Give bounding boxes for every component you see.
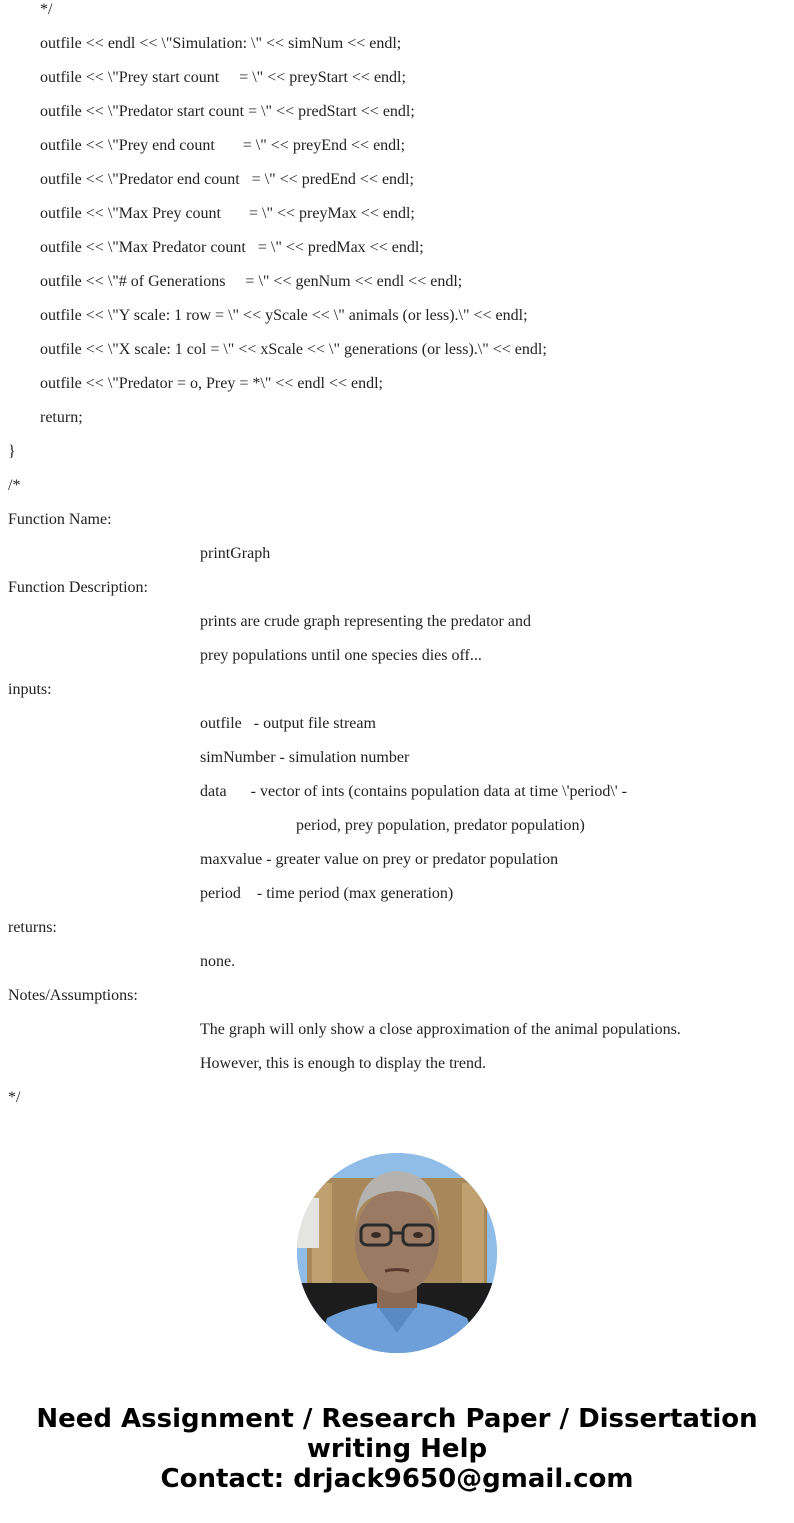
code-line: Function Description: (8, 579, 148, 596)
code-line: period, prey population, predator population) (296, 817, 585, 834)
banner-contact-email[interactable]: Contact: drjack9650@gmail.com (160, 1464, 634, 1494)
banner-line-2: writing Help (306, 1434, 488, 1464)
code-line: maxvalue - greater value on prey or predator population (200, 851, 559, 868)
code-line: outfile << \"Max Prey count = \" << preyMax << endl; (40, 205, 415, 222)
code-line: The graph will only show a close approximation of the animal populations. (200, 1021, 681, 1038)
code-line: period - time period (max generation) (200, 885, 454, 902)
code-line: */ (8, 1089, 21, 1106)
code-line: outfile << \"Y scale: 1 row = \" << yScale << \" animals (or less).\" << endl; (40, 307, 528, 324)
code-line: returns: (8, 919, 57, 936)
code-line: outfile - output file stream (200, 715, 376, 732)
code-line: outfile << \"Predator = o, Prey = *\" << endl << endl; (40, 375, 383, 392)
code-line: outfile << \"Predator end count = \" << predEnd << endl; (40, 171, 414, 188)
code-line: data - vector of ints (contains population data at time \'period\' - (200, 783, 627, 800)
code-line: Function Name: (8, 511, 112, 528)
portrait-icon (297, 1153, 497, 1353)
banner-line-1: Need Assignment / Research Paper / Dissertation (36, 1404, 758, 1434)
code-line: none. (200, 953, 236, 970)
code-line: } (8, 443, 16, 460)
code-line: /* (8, 477, 21, 494)
code-line: */ (40, 1, 53, 18)
code-line: outfile << endl << \"Simulation: \" << simNum << endl; (40, 35, 402, 52)
contact-banner (0, 1404, 794, 1494)
code-line: return; (40, 409, 83, 426)
code-line: outfile << \"Max Predator count = \" << predMax << endl; (40, 239, 424, 256)
code-line: outfile << \"Prey start count = \" << preyStart << endl; (40, 69, 406, 86)
code-line: Notes/Assumptions: (8, 987, 138, 1004)
code-line: outfile << \"Predator start count = \" << predStart << endl; (40, 103, 415, 120)
code-line: simNumber - simulation number (200, 749, 410, 766)
code-line: outfile << \"X scale: 1 col = \" << xScale << \" generations (or less).\" << endl; (40, 341, 547, 358)
code-line: inputs: (8, 681, 52, 698)
author-avatar (297, 1153, 497, 1353)
code-line: prints are crude graph representing the predator and (200, 613, 531, 630)
code-line: printGraph (200, 545, 271, 562)
code-line: However, this is enough to display the trend. (200, 1055, 486, 1072)
code-line: prey populations until one species dies off... (200, 647, 482, 664)
code-line: outfile << \"# of Generations = \" << genNum << endl << endl; (40, 273, 463, 290)
code-line: outfile << \"Prey end count = \" << preyEnd << endl; (40, 137, 406, 154)
